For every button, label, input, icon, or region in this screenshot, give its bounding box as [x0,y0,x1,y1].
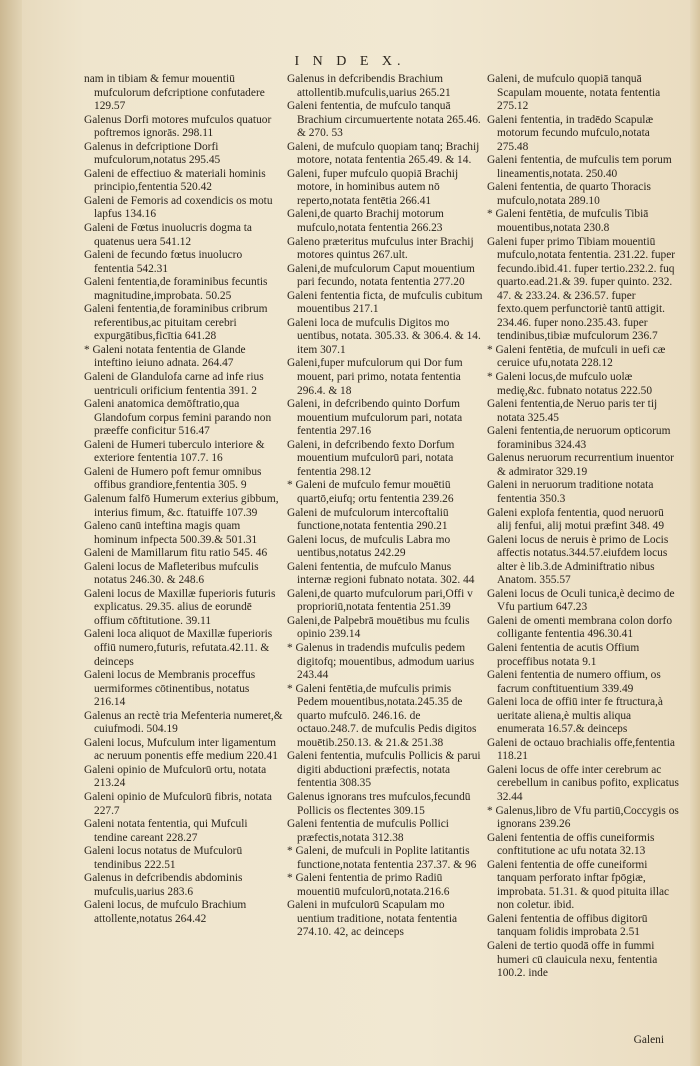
index-entry: * Galeni locus,de mufculo uolæ medię,&c. fubnato notatus 222.50 [487,371,653,397]
page-spine-shadow [0,0,22,1066]
index-entry: Galeni locus de neruis è primo de Locis affectis notatus.344.57.eiufdem locus alter è lib.3.de Adminiftratio nibus Anatom. 355.57 [487,533,672,587]
index-entry: Galeni loca de mufculis Digitos mo uentibus, notata. 305.33. & 306.4. & 14. item 307.1 [287,316,484,356]
index-entry: Galeni de octauo brachialis offe,fententia 118.21 [487,736,678,763]
index-entry: * Galeni, de mufculi in Poplite latitantis functione,notata fententia 237.37. & 96 [287,845,477,871]
index-entry: Galeni opinio de Mufculorū ortu, notata 213.24 [84,763,270,790]
index-entry: Galeni, in defcribendo quinto Dorfum mouentium mufculorum pari, notata fententia 297.16 [287,398,465,438]
index-entry: Galeni fuper primo Tibiam mouentiū mufculo,notata fententia. 231.22. fuper fecundo.ibid.41. fuper tertio.232.2. fuq quarto.ead.21.& 39. fuper quinto. 232. 47. & 233.24. & 236.57. fuper fexto.quem perfunctoriè tantū attigit. 234.46. fuper nono.235.43. fuper tendinibus,tibiæ mufculorum 236.7 [487,235,678,343]
index-entry: Galeni de Humero poft femur omnibus offibus grandiore,fententia 305. 9 [84,465,265,492]
index-entry: Galeni, de mufculo quopiam tanq; Brachij motore, notata fententia 265.49. & 14. [287,140,483,167]
index-entry: Galeni,de quarto Brachij motorum mufculo,notata fententia 266.23 [287,208,447,235]
index-entry: * Galenus,libro de Vfu partiū,Coccygis os ignorans 239.26 [487,804,682,831]
index-entry: Galeni locus de Oculi tunica,è decimo de Vfu partium 647.23 [487,587,678,614]
index-entry: Galeni opinio de Mufculorū fibris, notata 227.7 [84,790,275,817]
index-entry: * Galeni fentētia,de mufculis primis Pedem mouentibus,notata.245.35 de quarto mufculō. 246.16. de octauo.248.7. de mufculis Pedis digitos mouētib.250.13. & 21.& 251.38 [287,682,480,749]
index-entry: Galeni fententia,de neruorum opticorum foraminibus 324.43 [487,425,674,451]
running-head: I N D E X. [294,54,406,69]
catchword: Galeni [633,1034,664,1046]
index-entry: * Galenus in tradendis mufculis pedem digitofq; mouentibus, admodum uarius 243.44 [287,641,478,682]
index-entry: Galeni anatomica demōftratio,qua Glandofum corpus femini parando non præeffe conficitur 516.47 [84,398,275,438]
index-entry: Galeni locus de Mafleteribus mufculis notatus 246.30. & 248.6 [84,560,262,587]
index-entry: Galeni de Fœtus inuolucris dogma ta quatenus uera 541.12 [84,222,255,248]
index-entry: * Galeni fentētia, de mufculis Tibiā mouentibus,notata 230.8 [487,208,652,235]
index-entry: Galenum falfō Humerum exterius gibbum, interius fimum, &c. ftatuiffe 107.39 [84,492,282,519]
index-entry: Galeni de Mamillarum fitu ratio 545. 46 [84,547,268,560]
index-entry: Galenus an rectè tria Mefenteria numeret,& cuiufmodi. 504.19 [84,709,286,736]
index-entry: Galeni de omenti membrana colon dorfo colligante fententia 496.30.41 [487,614,675,641]
index-entry: Galeni fententia, in tradēdo Scapulæ motorum fecundo mufculo,notata 275.48 [487,113,656,153]
index-column-1 [84,73,287,1033]
index-entry: Galeni,de Palpebrā mouētibus mu fculis opinio 239.14 [287,614,473,641]
index-entry: Galeni locus notatus de Mufculorū tendinibus 222.51 [84,845,246,871]
index-entry: Galeni de Glandulofa carne ad infe rius uentriculi orificium fententia 391. 2 [84,371,267,397]
index-entry: * Galeni de mufculo femur mouētiū quartō,eiufq; ortu fententia 239.26 [287,479,454,505]
index-entry: Galeni,de mufculorum Caput mouentium pari fecundo, notata fententia 277.20 [287,262,478,289]
index-entry: Galeni fententia,de Neruo paris ter tij notata 325.45 [487,398,661,424]
index-entry: Galeni de Femoris ad coxendicis os motu lapfus 134.16 [84,194,276,221]
index-entry: Galeni, in defcribendo fexto Dorfum mouentium mufculorū pari, notata fententia 298.12 [287,438,458,478]
index-entry: Galenus ignorans tres mufculos,fecundū Pollicis os flectentes 309.15 [287,790,474,817]
index-entry: Galeni locus, de mufculo Brachium attollente,notatus 264.42 [84,899,250,925]
index-entry: Galeni locus de offe inter cerebrum ac cerebellum in canibus pofito, explicatus 32.44 [487,763,682,803]
index-entry: Galeni de Humeri tuberculo interiore & exteriore fententia 107.7. 16 [84,438,268,465]
index-entry: Galeni fententia de numero offium, os facrum conftituentium 339.49 [487,669,664,695]
index-entry: Galeni de tertio quodā offe in fummi humeri cū clauicula nexu, fententia 100.2. inde [487,940,661,980]
index-entry: * Galeni notata fententia de Glande inteftino ieiuno adnata. 264.47 [84,343,249,370]
index-entry: Galeni, de mufculo quopiā tanquā Scapulam mouente, notata fententia 275.12 [487,73,664,113]
index-entry: Galeni locus, Mufculum inter ligamentum ac neruum ponentis effe medium 220.41 [84,736,279,763]
index-entry: Galeni fententia, de quarto Thoracis mufculo,notata 289.10 [487,181,654,207]
index-entry: Galeni locus de Membranis proceffus uermiformes cōtinentibus, notatus 216.14 [84,669,259,709]
index-entry: Galeni de mufculorum intercoftaliū functione,notata fententia 290.21 [287,506,452,533]
index-entry: Galeni fententia de offe cuneiformi tanquam perforato inftar fpōgiæ, improbata. 51.31. & quod pituita illac non coletur. ibid. [487,858,672,912]
index-entry: Galeni loca de offiū inter fe ftructura,à ueritate aliena,è multis aliqua enumerata 16.57.& deinceps [487,696,666,736]
index-entry: Galeni fententia,de foraminibus fecuntis magnitudine,improbata. 50.25 [84,276,271,302]
index-entry: Galeni fententia de mufculis Pollici præfectis,notata 312.38 [287,818,452,844]
index-entry: Galenus Dorfi motores mufculos quatuor poftremos ignorās. 298.11 [84,113,275,140]
index-entry: Galeno canū inteftina magis quam hominum infpecta 500.39.& 501.31 [84,520,258,546]
index-entry: Galeni fententia ficta, de mufculis cubitum mouentibus 217.1 [287,289,486,316]
index-entry: Galeni fententia de acutis Offium proceffibus notata 9.1 [487,641,643,668]
index-columns [84,73,684,1033]
page-edge [690,0,700,1066]
index-entry: Galenus in defcriptione Dorfi mufculorum,notatus 295.45 [84,140,222,167]
index-entry: Galeni de effectiuo & materiali hominis principio,fententia 520.42 [84,167,269,194]
index-entry: Galeni locus de Maxillæ fuperioris futuris explicatus. 29.35. alius de eorundē offium cōftitutione. 39.11 [84,587,279,627]
index-entry: * Galeni fentētia, de mufculi in uefi cæ ceruice ufu,notata 228.12 [487,343,669,370]
index-entry: nam in tibiam & femur mouentiū mufculorum defcriptione confutadere 129.57 [84,73,268,113]
index-entry: Galeni in mufculorū Scapulam mo uentium traditione, notata fententia 274.10. 42, ac deinceps [287,899,460,939]
index-entry: Galenus in defcribendis Brachium attollentib.mufculis,uarius 265.21 [287,73,451,99]
index-entry: Galeni explofa fententia, quod neruorū alij fenfui, alij motui præfint 348. 49 [487,506,667,533]
index-entry: Galeni fententia, mufculis Pollicis & parui digiti abductioni præfectis, notata fententia 308.35 [287,750,484,790]
index-column-3 [487,73,684,1033]
index-entry: Galeno præteritus mufculus inter Brachij motores quintus 267.ult. [287,235,477,262]
index-column-2 [287,73,487,1033]
index-entry: Galeni fententia de offis cuneiformis conftitutione ac ufu notata 32.13 [487,831,658,858]
index-entry: Galeni fententia, de mufculo tanquā Brachium circumuertente notata 265.46. & 270. 53 [287,100,484,140]
index-entry: Galeni locus, de mufculis Labra mo uentibus,notatus 242.29 [287,533,454,560]
index-entry: Galeni notata fententia, qui Mufculi tendine careant 228.27 [84,818,251,844]
index-entry: Galeni loca aliquot de Maxillæ fuperioris offiū numero,futuris, refutata.42.11. & deinceps [84,628,276,668]
index-entry: Galeni fententia, de mufculis tem porum lineamentis,notata. 250.40 [487,154,675,180]
index-entry: Galeni fententia, de mufculo Manus internæ regioni fubnato notata. 302. 44 [287,560,475,587]
index-entry: Galeni,fuper mufculorum qui Dor fum mouent, pari primo, notata fententia 296.4. & 18 [287,357,466,397]
index-entry: Galeni de fecundo fœtus inuolucro fententia 542.31 [84,249,246,275]
index-entry: * Galeni fententia de primo Radiū mouentiū mufculorū,notata.216.6 [287,872,450,898]
index-entry: Galeni, fuper mufculo quopiā Brachij motore, in hominibus autem nō reperto,notata fentētia 266.41 [287,167,461,207]
index-entry: Galenus neruorum recurrentium inuentor & admirator 329.19 [487,452,677,478]
index-entry: Galenus in defcribendis abdominis mufculis,uarius 283.6 [84,872,246,898]
index-entry: Galeni fententia de offibus digitorū tanquam folidis improbata 2.51 [487,912,651,939]
index-entry: Galeni fententia,de foraminibus cribrum referentibus,ac pituitam cerebri expurgātibus,ficītia 641.28 [84,303,271,343]
index-entry: Galeni,de quarto mufculorum pari,Offi v proprioriū,notata fententia 251.39 [287,587,476,614]
index-entry: Galeni in neruorum traditione notata fententia 350.3 [487,479,657,505]
